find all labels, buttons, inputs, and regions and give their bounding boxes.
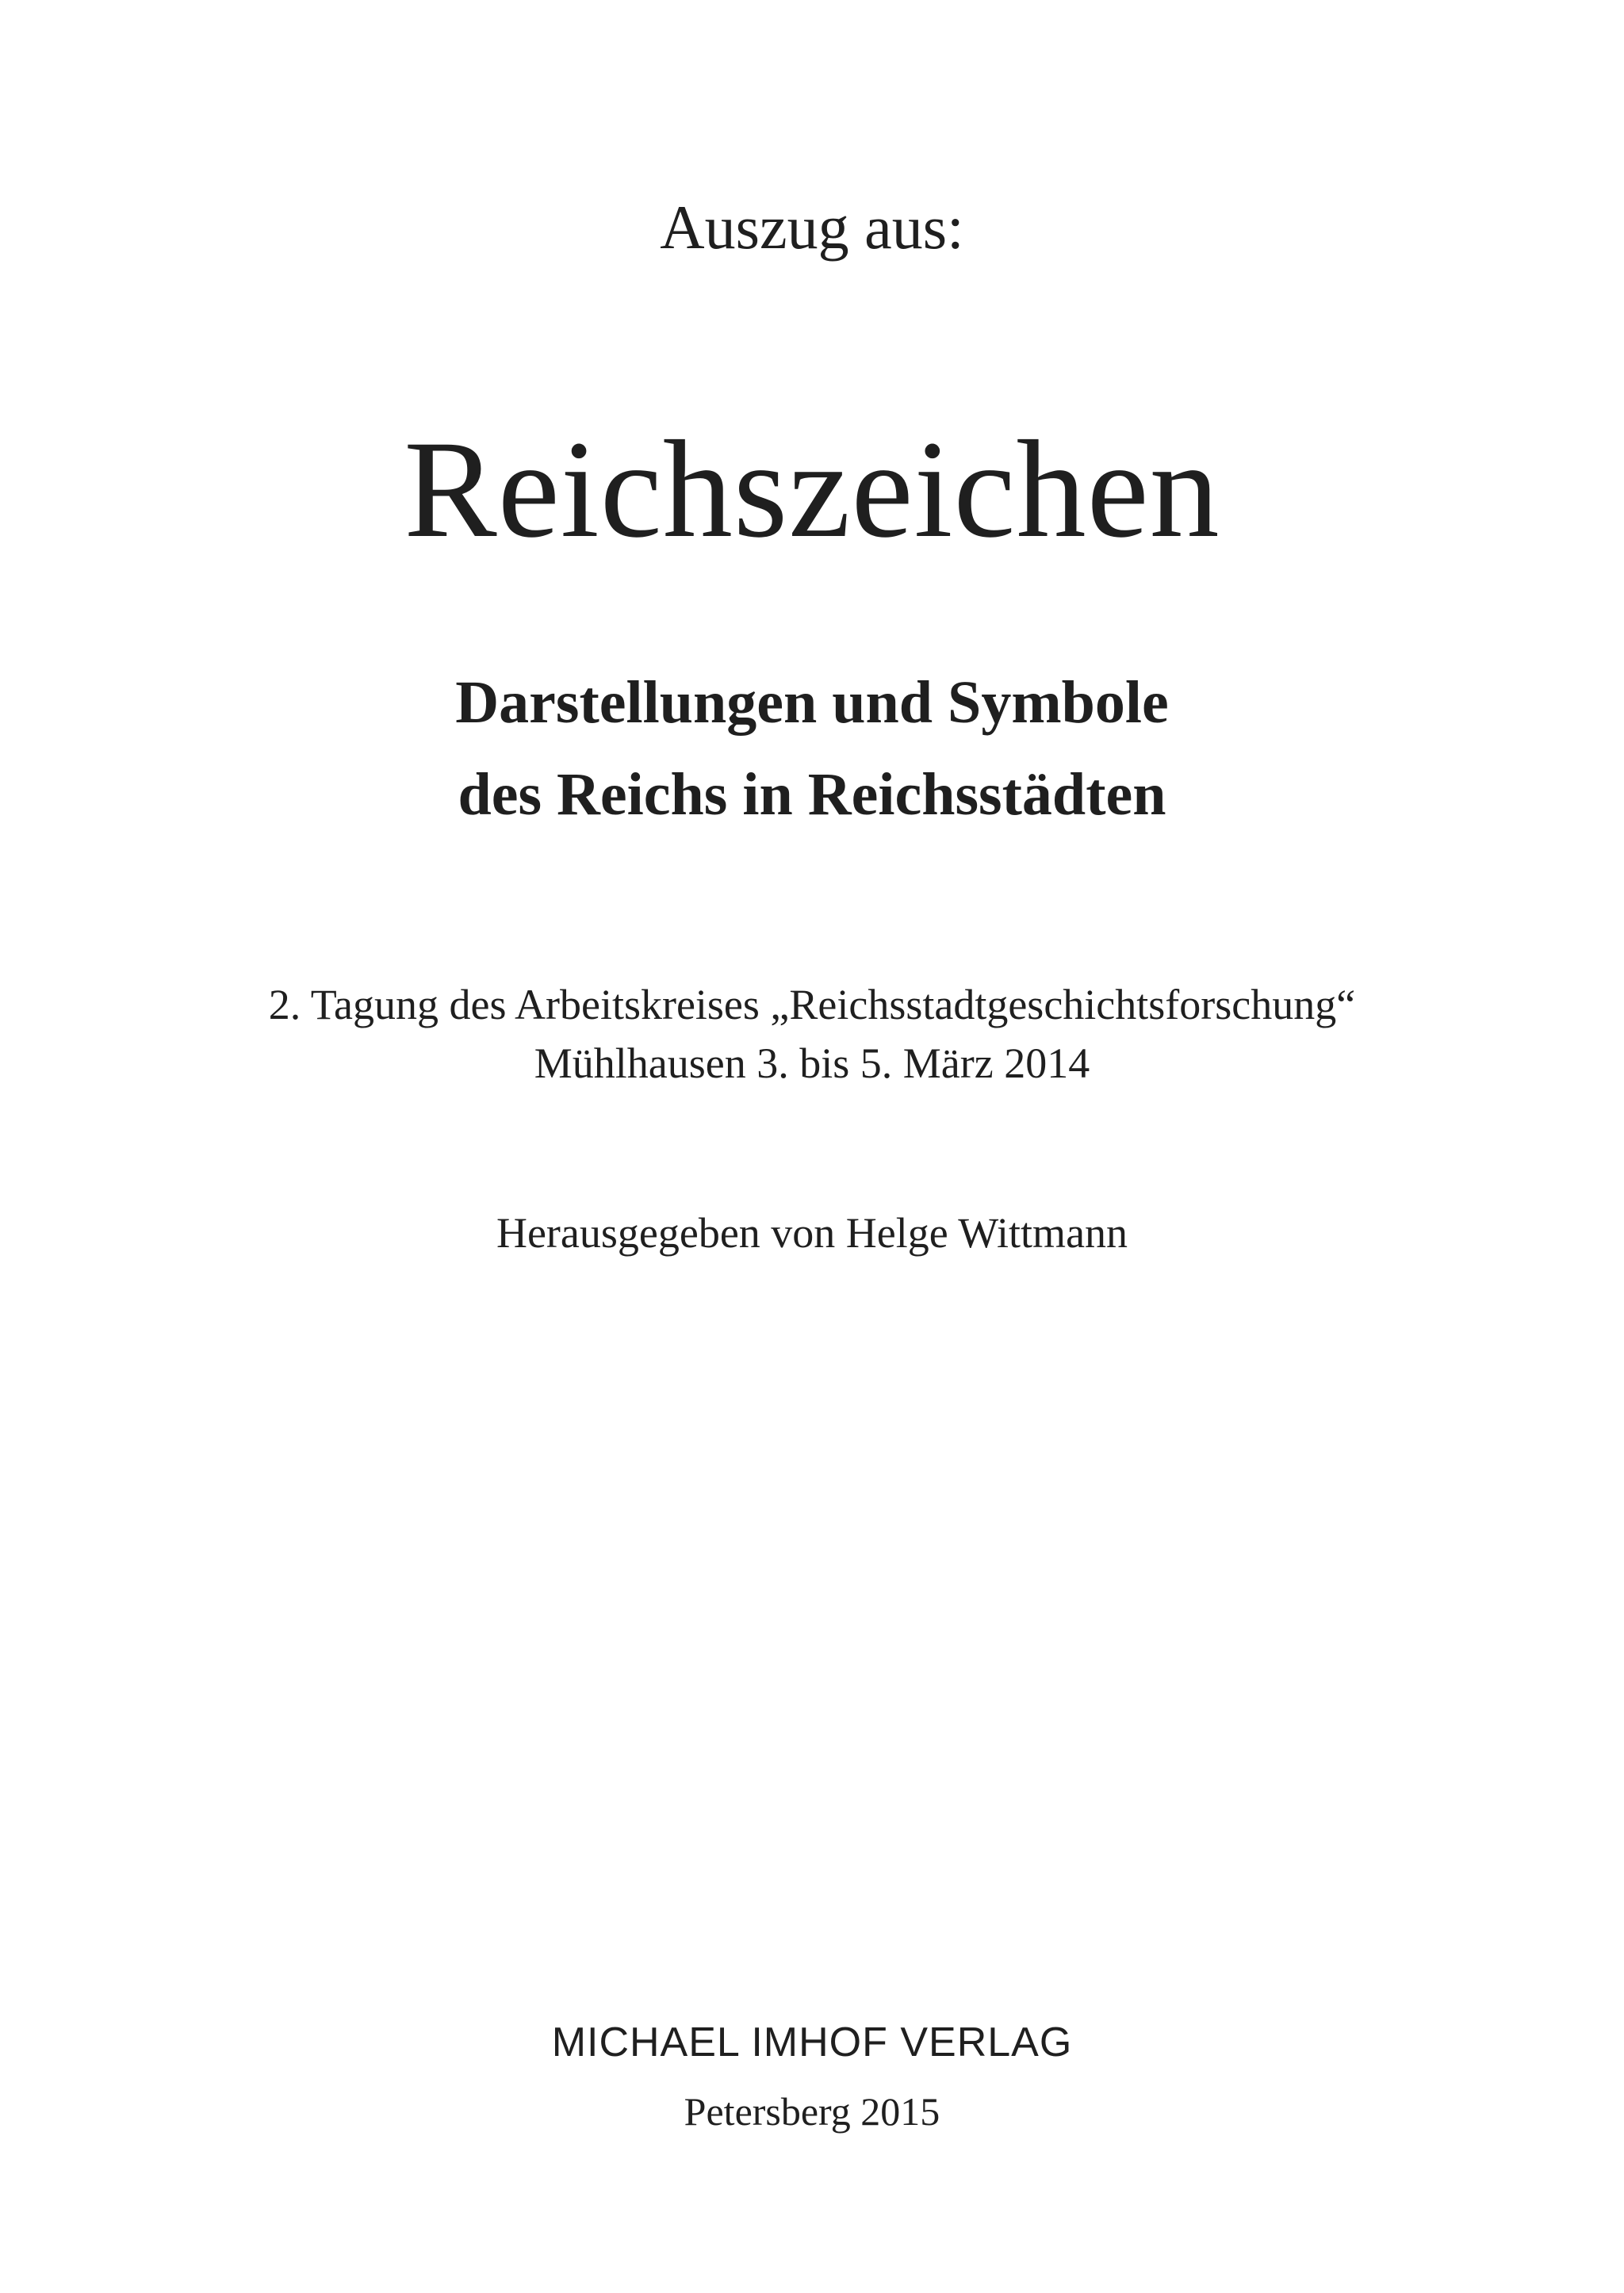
excerpt-label: Auszug aus:	[660, 193, 964, 262]
subtitle-line: Darstellungen und Symbole	[455, 669, 1169, 736]
conference-line: 2. Tagung des Arbeitskreises „Reichsstadtgeschichtsforschung“	[268, 981, 1356, 1028]
publisher-place-year: Petersberg 2015	[684, 2089, 940, 2134]
book-title: Reichszeichen	[404, 412, 1220, 567]
editor-line: Herausgegeben von Helge Wittmann	[496, 1209, 1128, 1257]
conference-date-line: Mühlhausen 3. bis 5. März 2014	[534, 1039, 1090, 1087]
publisher-name: MICHAEL IMHOF VERLAG	[551, 2019, 1073, 2065]
subtitle-line: des Reichs in Reichsstädten	[458, 761, 1166, 828]
